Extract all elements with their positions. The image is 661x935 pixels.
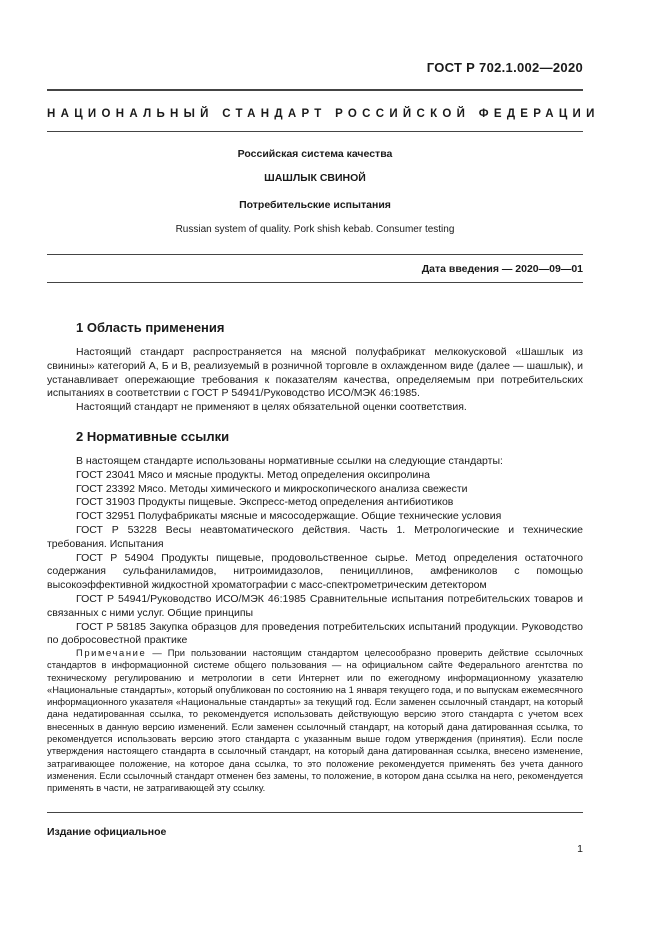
- page-number: 1: [577, 843, 583, 855]
- reference-item: ГОСТ Р 58185 Закупка образцов для проведения потребительских испытаний продукции. Руководство по добросовестной практике: [47, 620, 583, 647]
- reference-item: ГОСТ Р 54904 Продукты пищевые, продовольственное сырье. Метод определения остаточного содержания сульфаниламидов, нитроимидазолов, пенициллинов, амфениколов с помощью высокоэффективной жидкостной хроматографии с масс-спектрометрическим детектором: [47, 551, 583, 592]
- section-1-body: [47, 346, 583, 415]
- national-standard-heading: НАЦИОНАЛЬНЫЙ СТАНДАРТ РОССИЙСКОЙ ФЕДЕРАЦИИ: [47, 108, 600, 120]
- introduction-date: Дата введения — 2020—09—01: [421, 263, 583, 275]
- english-title: Russian system of quality. Pork shish kebab. Consumer testing: [175, 224, 455, 235]
- note-text: — При пользовании настоящим стандартом целесообразно проверить действие ссылочных стандартов в информационной системе общего пользования — на официальном сайте Федерального агентства по техническому регулированию и метрологии в сети Интернет или по ежегодному информационному указателю «Национальные стандарты», который опубликован по состоянию на 1 января текущего года, и по выпускам ежемесячного информационного указателя «Национальные стандарты» за текущий год. Если заменен ссылочный стандарт, на который дана недатированная ссылка, то рекомендуется использовать действующую версию этого стандарта с учетом всех внесенных в данную версию изменений. Если заменен ссылочный стандарт, на который дана датированная ссылка, то рекомендуется использовать версию этого стандарта с указанным выше годом утверждения (принятия). Если после утверждения настоящего стандарта в ссылочный стандарт, на который дана датированная ссылка, внесено изменение, затрагивающее положение, на которое дана ссылка, то это положение рекомендуется применять без учета данного изменения. Если ссылочный стандарт отменен без замены, то положение, в котором дана ссылка на него, рекомендуется применять в части, не затрагивающей эту ссылку.: [47, 647, 583, 794]
- reference-item: ГОСТ Р 54941/Руководство ИСО/МЭК 46:1985 Сравнительные испытания потребительских товаров и связанных с ними услуг. Общие принципы: [47, 592, 583, 619]
- section-1-paragraph: Настоящий стандарт распространяется на мясной полуфабрикат мелкокусковой «Шашлык из свинины» категорий А, Б и В, реализуемый в розничной торговле в охлажденном виде (далее — шашлык), и устанавливает опережающие требования к показателям качества, определяемым при потребительских испытаниях в соответствии с ГОСТ Р 54941/Руководство ИСО/МЭК 46:1985.: [47, 346, 583, 400]
- document-number: ГОСТ Р 702.1.002—2020: [426, 60, 583, 75]
- reference-note: [47, 647, 583, 795]
- title-divider: [47, 254, 583, 255]
- official-edition-label: Издание официальное: [47, 826, 167, 838]
- section-1-heading: 1 Область применения: [76, 320, 225, 335]
- section-1-paragraph: Настоящий стандарт не применяют в целях обязательной оценки соответствия.: [76, 401, 467, 414]
- date-divider: [47, 282, 583, 283]
- heading-divider: [47, 131, 583, 132]
- note-label: Примечание: [76, 647, 147, 658]
- header-divider: [47, 89, 583, 91]
- section-2-heading: 2 Нормативные ссылки: [76, 429, 230, 444]
- footer-divider: [47, 812, 583, 813]
- reference-item: ГОСТ 32951 Полуфабрикаты мясные и мясосодержащие. Общие технические условия: [76, 510, 502, 523]
- quality-system-title: Российская система качества: [237, 148, 393, 160]
- section-2-intro: В настоящем стандарте использованы нормативные ссылки на следующие стандарты:: [76, 455, 503, 467]
- reference-item: ГОСТ 31903 Продукты пищевые. Экспресс-метод определения антибиотиков: [76, 496, 454, 509]
- reference-item: ГОСТ 23392 Мясо. Методы химического и микроскопического анализа свежести: [76, 482, 468, 495]
- reference-item: ГОСТ 23041 Мясо и мясные продукты. Метод определения оксипролина: [76, 468, 430, 481]
- reference-item: ГОСТ Р 53228 Весы неавтоматического действия. Часть 1. Метрологические и технические требования. Испытания: [47, 523, 583, 550]
- section-2-body: [47, 455, 583, 648]
- standard-subtitle: Потребительские испытания: [239, 199, 391, 211]
- standard-title: ШАШЛЫК СВИНОЙ: [264, 172, 366, 184]
